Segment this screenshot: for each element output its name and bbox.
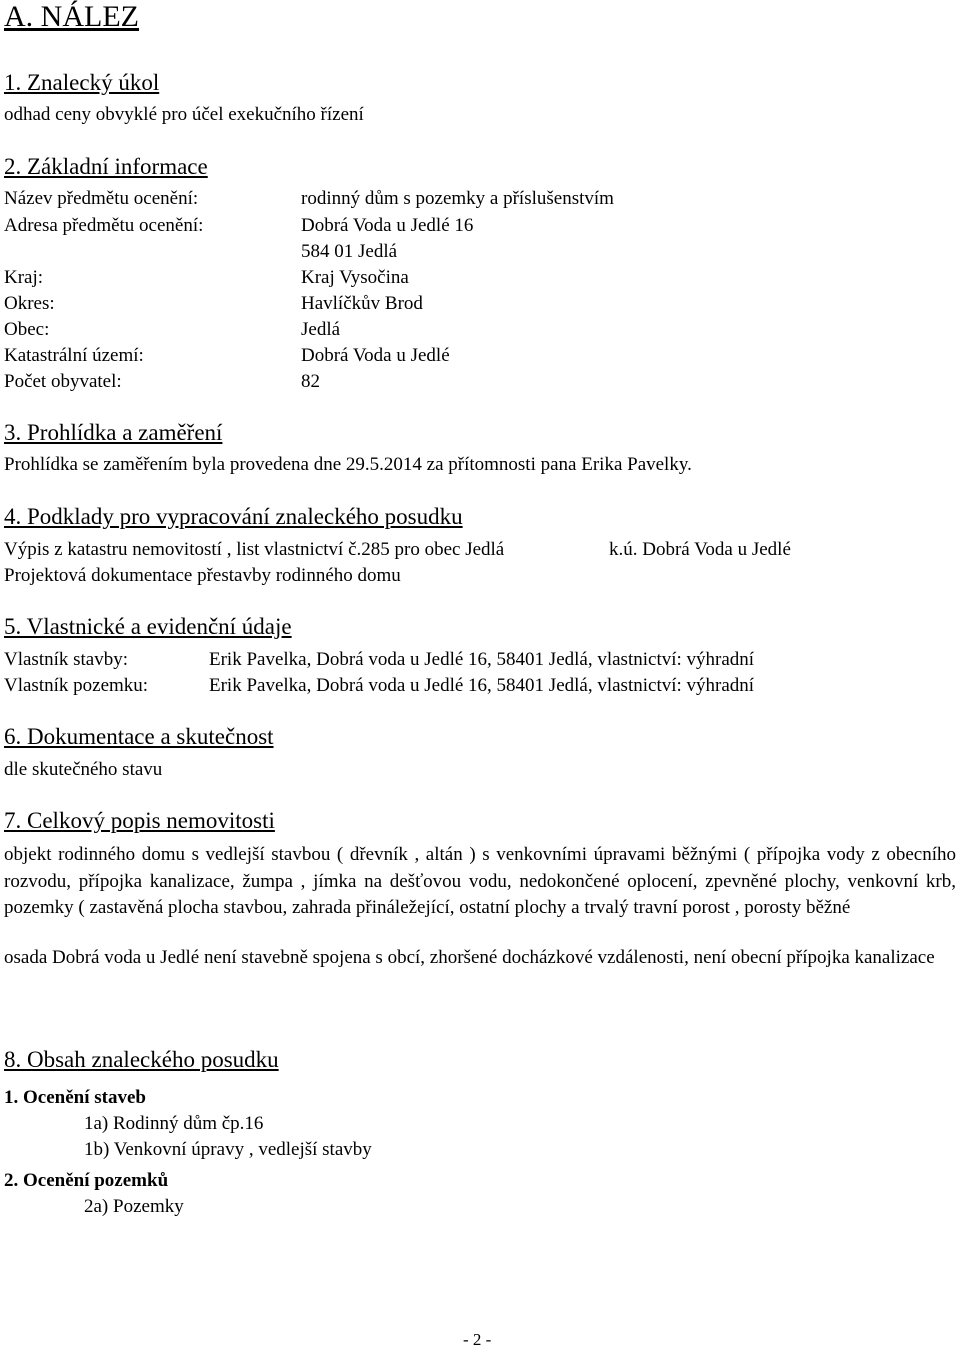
section-2-heading: 2. Základní informace bbox=[4, 154, 208, 179]
section-8-heading: 8. Obsah znaleckého posudku bbox=[4, 1047, 279, 1072]
info-label-obyvatel: Počet obyvatel: bbox=[4, 371, 122, 392]
section-6-text: dle skutečného stavu bbox=[4, 759, 163, 780]
list-item: 1a) Rodinný dům čp.16 bbox=[84, 1113, 264, 1134]
subsection-ocenen-staveb: 1. Ocenění staveb bbox=[4, 1087, 146, 1108]
list-item: 1b) Venkovní úpravy , vedlejší stavby bbox=[84, 1139, 372, 1160]
section-6-heading: 6. Dokumentace a skutečnost bbox=[4, 724, 274, 749]
owner-label-stavba: Vlastník stavby: bbox=[4, 649, 129, 670]
info-value-adresa: Dobrá Voda u Jedlé 16 bbox=[301, 215, 474, 236]
section-4-line-1a: Výpis z katastru nemovitostí , list vlastnictví č.285 pro obec Jedlá bbox=[4, 539, 505, 560]
section-1-text: odhad ceny obvyklé pro účel exekučního řízení bbox=[4, 104, 364, 125]
page-number: - 2 - bbox=[463, 1330, 492, 1349]
info-label-kraj: Kraj: bbox=[4, 267, 44, 288]
info-value-katastr: Dobrá Voda u Jedlé bbox=[301, 345, 450, 366]
info-label-obec: Obec: bbox=[4, 319, 50, 340]
info-label-katastr: Katastrální území: bbox=[4, 345, 144, 366]
owner-label-pozemek: Vlastník pozemku: bbox=[4, 675, 149, 696]
info-label-adresa: Adresa předmětu ocenění: bbox=[4, 215, 204, 236]
section-4-line-1b: k.ú. Dobrá Voda u Jedlé bbox=[609, 539, 791, 560]
list-item: 2a) Pozemky bbox=[84, 1196, 184, 1217]
info-value-kraj: Kraj Vysočina bbox=[301, 267, 409, 288]
section-3-heading: 3. Prohlídka a zaměření bbox=[4, 420, 223, 445]
info-value-predmet: rodinný dům s pozemky a příslušenstvím bbox=[301, 188, 614, 209]
section-5-heading: 5. Vlastnické a evidenční údaje bbox=[4, 614, 292, 639]
owner-value-stavba: Erik Pavelka, Dobrá voda u Jedlé 16, 58401 Jedlá, vlastnictví: výhradní bbox=[209, 649, 755, 670]
section-4-line-2: Projektová dokumentace přestavby rodinného domu bbox=[4, 565, 401, 586]
section-1-heading: 1. Znalecký úkol bbox=[4, 70, 160, 95]
section-7-paragraph-1: objekt rodinného domu s vedlejší stavbou ( dřevník , altán ) s venkovními úpravami běžnými ( přípojka vody z obecního rozvodu, přípojka kanalizace, žumpa , jímka na dešťovou vodu, nedokončené oplocení, zpevněné plochy, venkovní krb, pozemky ( zastavěná plocha stavbou, zahrada přináležející, ostatní plochy a trvalý travní porost , porosty běžné bbox=[4, 844, 956, 918]
info-value-obyvatel: 82 bbox=[301, 371, 320, 392]
subsection-ocenen-pozemku: 2. Ocenění pozemků bbox=[4, 1170, 169, 1191]
owner-value-pozemek: Erik Pavelka, Dobrá voda u Jedlé 16, 58401 Jedlá, vlastnictví: výhradní bbox=[209, 675, 755, 696]
section-4-heading: 4. Podklady pro vypracování znaleckého posudku bbox=[4, 504, 463, 529]
page-title: A. NÁLEZ bbox=[4, 0, 139, 33]
info-value-psc: 584 01 Jedlá bbox=[301, 241, 398, 262]
section-7-heading: 7. Celkový popis nemovitosti bbox=[4, 808, 275, 833]
info-label-predmet: Název předmětu ocenění: bbox=[4, 188, 199, 209]
info-value-obec: Jedlá bbox=[301, 319, 341, 340]
section-3-text: Prohlídka se zaměřením byla provedena dne 29.5.2014 za přítomnosti pana Erika Pavelky. bbox=[4, 454, 692, 475]
info-value-okres: Havlíčkův Brod bbox=[301, 293, 423, 314]
section-7-paragraph-2: osada Dobrá voda u Jedlé není stavebně spojena s obcí, zhoršené docházkové vzdálenosti, není obecní přípojka kanalizace bbox=[4, 947, 935, 968]
info-label-okres: Okres: bbox=[4, 293, 55, 314]
